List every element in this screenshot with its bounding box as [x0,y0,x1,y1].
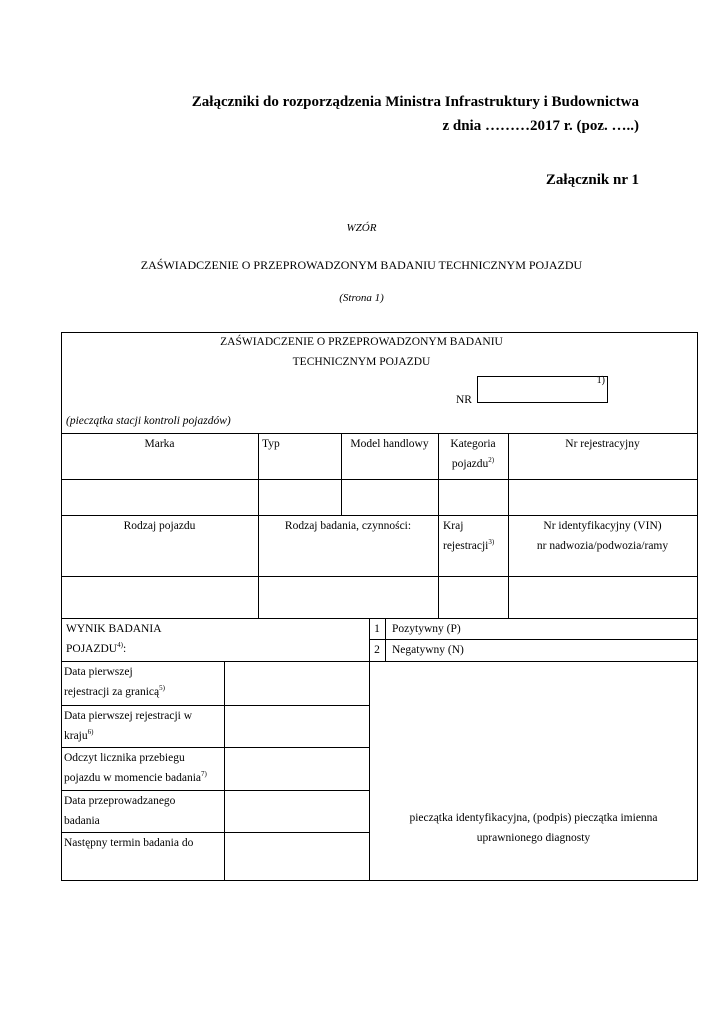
vin-line2: nr nadwozia/podwozia/ramy [536,540,669,552]
option-2-number: 2 [374,644,380,656]
f2-line1: Data pierwszej rejestracji w [64,710,193,722]
kraj-line1: Kraj [443,520,464,532]
certificate-number-box[interactable] [477,376,608,403]
kategoria-header [438,434,508,474]
form-border-right [697,332,698,881]
f4-line1: Data przeprowadzanego [64,795,176,807]
first-registration-abroad-label [64,662,165,702]
kategoria-field[interactable] [439,480,508,515]
f2-line2 [64,726,192,746]
page-label: (Strona 1) [339,292,384,304]
next-inspection-label: Następny termin badania do [64,837,194,849]
inspection-date-label [64,791,175,831]
option-negative[interactable]: Negatywny (N) [392,644,464,656]
first-registration-abroad-field[interactable] [225,662,369,705]
wynik-line2 [66,639,162,659]
f1-line1: Data pierwszej [64,666,133,678]
inspection-date-field[interactable] [225,791,369,832]
wzor-label: WZÓR [346,222,377,234]
signature-line2: uprawnionego diagnosty [476,832,591,844]
f2-text: kraju [64,730,88,742]
header-regulation-title: Załączniki do rozporządzenia Ministra Infrastruktury i Budownictwa [191,94,639,110]
annex-number: Załącznik nr 1 [545,172,639,188]
nr-rejestracyjny-field[interactable] [509,480,697,515]
form-title-line1: ZAŚWIADCZENIE O PRZEPROWADZONYM BADANIU [220,336,503,348]
station-stamp-label: (pieczątka stacji kontroli pojazdów) [66,415,231,427]
signature-stamp-area [370,808,697,848]
kraj-footnote: 3) [488,538,495,547]
f1-text: rejestracji za granicą [64,686,160,698]
form-border-bottom [61,880,698,881]
rodzaj-badania-header: Rodzaj badania, czynności: [284,520,412,532]
odometer-field[interactable] [225,748,369,790]
rodzaj-pojazdu-field[interactable] [62,577,258,618]
typ-field[interactable] [259,480,341,515]
f3-text: pojazdu w momencie badania [64,772,201,784]
model-field[interactable] [342,480,438,515]
form-title-line2: TECHNICZNYM POJAZDU [292,356,431,368]
f4-line2: badania [64,815,100,827]
nr-footnote: 1) [596,375,605,386]
rodzaj-badania-field[interactable] [259,577,438,618]
vin-field[interactable] [509,577,697,618]
f2-footnote: 6) [87,728,94,737]
kategoria-text: pojazdu [451,458,489,470]
marka-header: Marka [144,438,175,450]
f3-line1: Odczyt licznika przebiegu [64,752,185,764]
rodzaj-pojazdu-header: Rodzaj pojazdu [123,520,196,532]
kategoria-footnote: 2) [488,456,495,465]
f1-line2 [64,682,165,702]
first-registration-country-field[interactable] [225,706,369,747]
kraj-header [443,516,494,556]
header-date-line: z dnia ………2017 r. (poz. …..) [442,118,639,134]
f3-line2 [64,768,207,788]
kategoria-line1: Kategoria [450,438,496,450]
f3-footnote: 7) [201,770,207,779]
kraj-field[interactable] [439,577,508,618]
wynik-text: POJAZDU [66,643,118,655]
wynik-footnote: 4) [117,641,123,650]
wynik-label [66,619,162,659]
wynik-colon: : [122,643,127,655]
kraj-line2 [443,536,494,556]
nr-label: NR [456,394,472,406]
nr-rejestracyjny-header: Nr rejestracyjny [565,438,640,450]
vin-line1: Nr identyfikacyjny (VIN) [543,520,662,532]
vin-header [508,516,697,556]
option-1-number: 1 [374,623,380,635]
signature-line1: pieczątka identyfikacyjna, (podpis) pieczątka imienna [409,812,658,824]
marka-field[interactable] [62,480,258,515]
wynik-line1: WYNIK BADANIA [66,623,162,635]
next-inspection-field[interactable] [225,833,369,880]
odometer-label [64,748,207,788]
f1-footnote: 5) [159,684,165,693]
option-positive[interactable]: Pozytywny (P) [392,623,461,635]
col-divider [385,618,386,662]
kraj-text: rejestracji [443,540,489,552]
typ-header: Typ [262,438,280,450]
model-header: Model handlowy [350,438,429,450]
document-title: ZAŚWIADCZENIE O PRZEPROWADZONYM BADANIU TECHNICZNYM POJAZDU [140,258,583,272]
kategoria-line2 [438,454,508,474]
first-registration-country-label [64,706,192,746]
